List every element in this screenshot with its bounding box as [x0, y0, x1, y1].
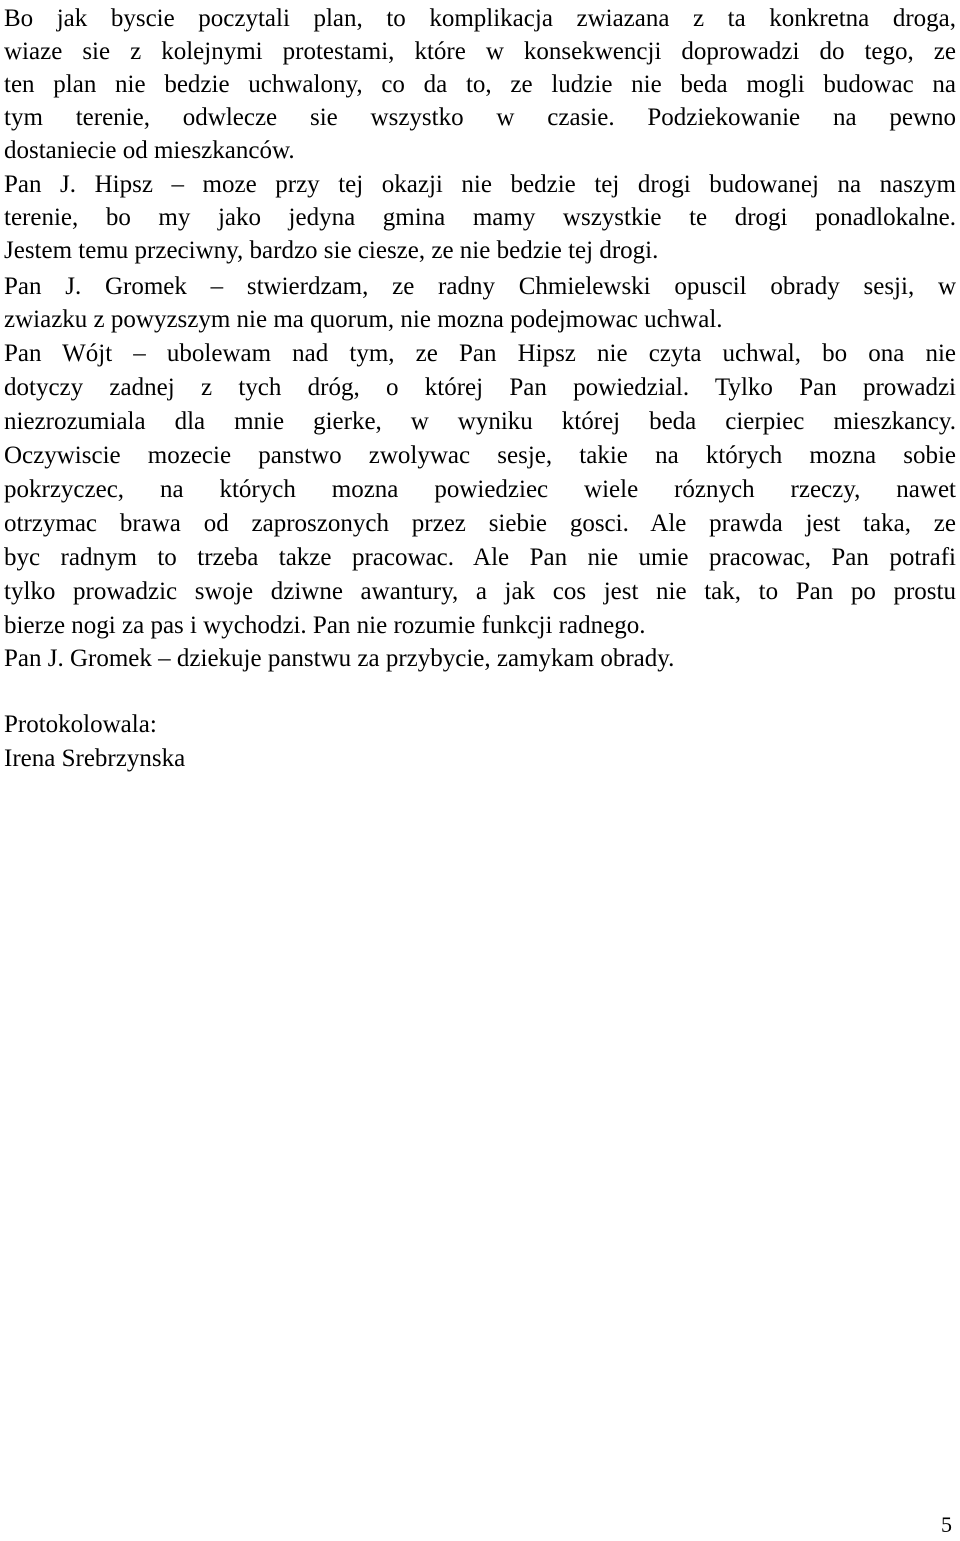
text-line: dotyczy zadnej z tych dróg, o której Pan powiedzial. Tylko Pan prowadzi: [4, 374, 956, 401]
text-line: tym terenie, odwlecze sie wszystko w czasie. Podziekowanie na pewno: [4, 104, 956, 131]
text-line: Pan J. Gromek – dziekuje panstwu za przybycie, zamykam obrady.: [4, 645, 675, 672]
signature-label: Protokolowala:: [4, 711, 157, 738]
text-line: terenie, bo my jako jedyna gmina mamy wszystkie te drogi ponadlokalne.: [4, 204, 956, 231]
text-line: otrzymac brawa od zaproszonych przez siebie gosci. Ale prawda jest taka, ze: [4, 510, 956, 537]
text-line: zwiazku z powyzszym nie ma quorum, nie mozna podejmowac uchwal.: [4, 306, 723, 333]
text-line: Pan J. Hipsz – moze przy tej okazji nie bedzie tej drogi budowanej na naszym: [4, 171, 956, 198]
text-line: dostaniecie od mieszkanców.: [4, 137, 295, 164]
text-line: bierze nogi za pas i wychodzi. Pan nie rozumie funkcji radnego.: [4, 612, 646, 639]
text-line: niezrozumiala dla mnie gierke, w wyniku której beda cierpiec mieszkancy.: [4, 408, 956, 435]
text-line: tylko prowadzic swoje dziwne awantury, a jak cos jest nie tak, to Pan po prostu: [4, 578, 956, 605]
text-line: Jestem temu przeciwny, bardzo sie ciesze, ze nie bedzie tej drogi.: [4, 237, 659, 264]
text-line: Bo jak byscie poczytali plan, to komplikacja zwiazana z ta konkretna droga,: [4, 5, 956, 32]
text-line: wiaze sie z kolejnymi protestami, które w konsekwencji doprowadzi do tego, ze: [4, 38, 956, 65]
page-number: 5: [941, 1512, 952, 1537]
text-line: pokrzyczec, na których mozna powiedziec wiele róznych rzeczy, nawet: [4, 476, 956, 503]
text-line: Oczywiscie mozecie panstwo zwolywac sesje, takie na których mozna sobie: [4, 442, 956, 469]
text-line: Pan J. Gromek – stwierdzam, ze radny Chmielewski opuscil obrady sesji, w: [4, 273, 956, 300]
signature-name: Irena Srebrzynska: [4, 745, 186, 772]
text-line: ten plan nie bedzie uchwalony, co da to, ze ludzie nie beda mogli budowac na: [4, 71, 956, 98]
text-line: byc radnym to trzeba takze pracowac. Ale Pan nie umie pracowac, Pan potrafi: [4, 544, 956, 571]
text-line: Pan Wójt – ubolewam nad tym, ze Pan Hipsz nie czyta uchwal, bo ona nie: [4, 340, 956, 367]
